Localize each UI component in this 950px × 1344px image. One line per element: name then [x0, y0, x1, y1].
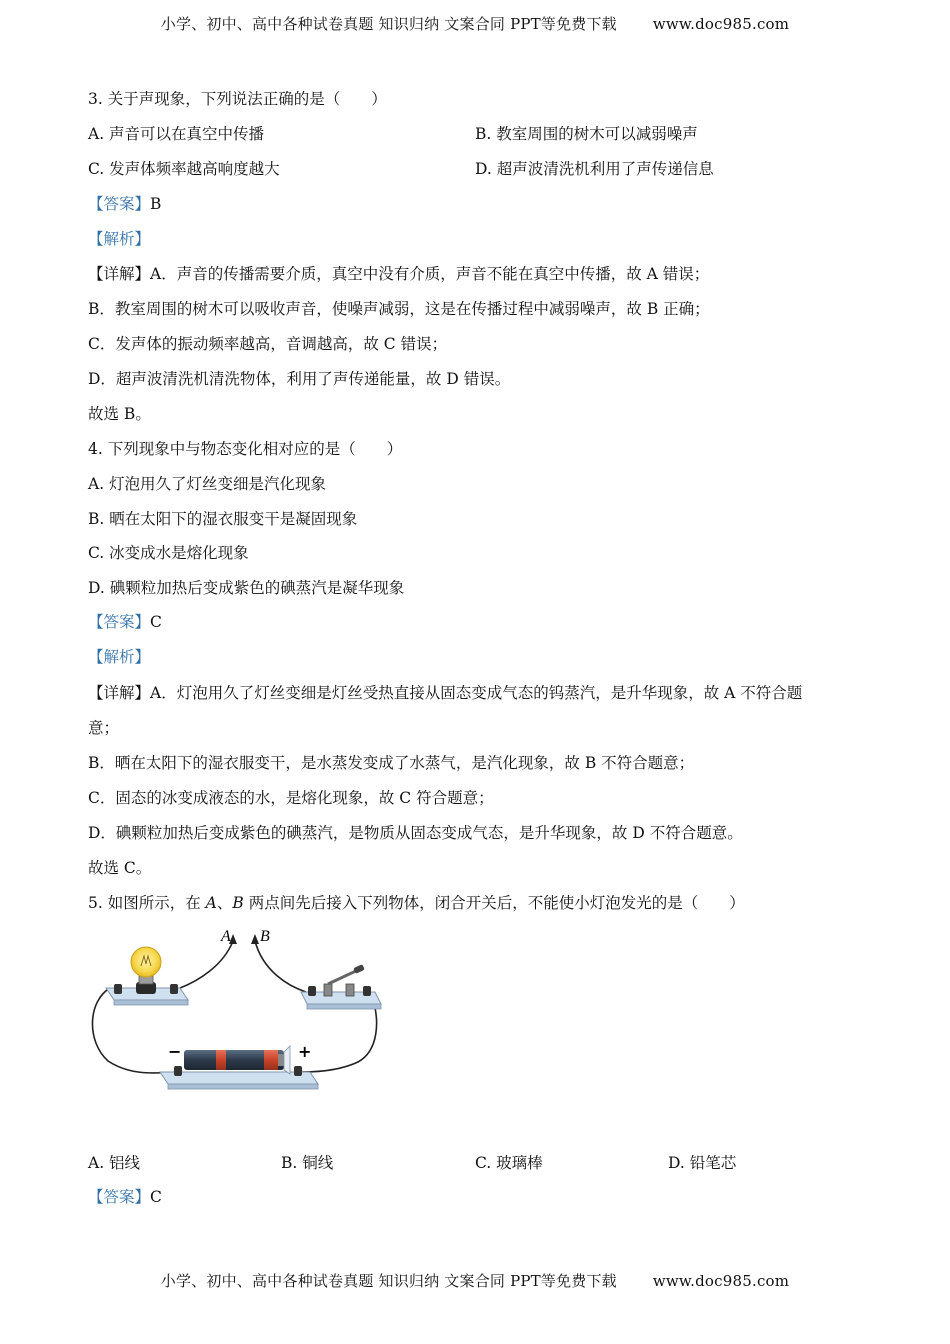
detail-tag: 【详解】	[88, 265, 151, 283]
detail-text: A．灯泡用久了灯丝变细是灯丝受热直接从固态变成气态的钨蒸汽，是升华现象，故 A 不符合题	[150, 684, 803, 702]
terminal-icon	[308, 986, 316, 996]
label-a: A	[221, 928, 231, 945]
q3-detail-1	[88, 263, 709, 285]
terminal-icon	[174, 1066, 182, 1076]
stem-separator: 、	[216, 894, 233, 912]
q3-option-c: C. 发声体频率越高响度越大	[88, 160, 280, 178]
switch-assembly	[301, 964, 381, 1009]
header-slogan: 小学、初中、高中各种试卷真题 知识归纳 文案合同 PPT等免费下载	[160, 15, 617, 33]
label-b: B	[260, 928, 270, 945]
q5-option-b: B. 铜线	[281, 1154, 334, 1172]
q4-detail-3: C．固态的冰变成液态的水，是熔化现象，故 C 符合题意；	[88, 789, 494, 807]
wire-lamp-to-a	[180, 941, 233, 988]
q5-option-a: A. 铝线	[88, 1154, 141, 1172]
q3-detail-3: C．发声体的振动频率越高，音调越高，故 C 错误；	[88, 335, 448, 353]
terminal-icon	[294, 1066, 302, 1076]
header-url[interactable]: www.doc985.com	[652, 15, 790, 33]
plus-sign: +	[298, 1042, 312, 1061]
q3-option-a: A. 声音可以在真空中传播	[88, 125, 265, 143]
q3-stem: 3. 关于声现象，下列说法正确的是（ ）	[88, 90, 387, 108]
detail-text: A．声音的传播需要介质，真空中没有介质，声音不能在真空中传播，故 A 错误；	[150, 265, 710, 283]
q4-analysis-tag: 【解析】	[88, 648, 151, 666]
answer-value: C	[150, 613, 162, 631]
arrow-b-icon	[251, 934, 259, 944]
q4-option-b: B. 晒在太阳下的湿衣服变干是凝固现象	[88, 510, 358, 528]
q4-option-d: D. 碘颗粒加热后变成紫色的碘蒸汽是凝华现象	[88, 579, 405, 597]
q5-option-c: C. 玻璃棒	[475, 1154, 543, 1172]
terminal-icon	[114, 984, 122, 994]
q4-detail-2: B．晒在太阳下的湿衣服变干，是水蒸发变成了水蒸气，是汽化现象，故 B 不符合题意；	[88, 754, 695, 772]
q4-detail-4: D．碘颗粒加热后变成紫色的碘蒸汽，是物质从固态变成气态，是升华现象，故 D 不符合题意。	[88, 824, 743, 842]
q4-answer	[88, 611, 162, 633]
answer-value: B	[150, 195, 162, 213]
q5-answer	[88, 1186, 162, 1208]
q5-option-d: D. 铅笔芯	[668, 1154, 737, 1172]
page-header	[0, 13, 950, 34]
q4-stem: 4. 下列现象中与物态变化相对应的是（ ）	[88, 440, 403, 458]
detail-tag: 【详解】	[88, 684, 151, 702]
answer-tag: 【答案】	[88, 613, 151, 631]
stem-text: 两点间先后接入下列物体，闭合开关后，不能使小灯泡发光的是（ ）	[243, 894, 745, 912]
q3-option-d: D. 超声波清洗机利用了声传递信息	[475, 160, 714, 178]
q3-analysis-tag: 【解析】	[88, 230, 151, 248]
stem-text: 5. 如图所示，在	[88, 894, 206, 912]
q4-detail-1	[88, 682, 802, 704]
q5-stem	[88, 892, 745, 914]
minus-sign: −	[168, 1042, 182, 1061]
battery-assembly	[160, 1042, 318, 1089]
q3-option-b: B. 教室周围的树木可以减弱噪声	[475, 125, 698, 143]
q4-detail-1-cont: 意；	[88, 719, 120, 737]
footer-url[interactable]: www.doc985.com	[652, 1272, 790, 1290]
wire-b-to-switch	[255, 941, 306, 992]
q4-option-c: C. 冰变成水是熔化现象	[88, 544, 249, 562]
switch-lever-icon	[328, 970, 358, 984]
footer-slogan: 小学、初中、高中各种试卷真题 知识归纳 文案合同 PPT等免费下载	[160, 1272, 617, 1290]
q3-detail-2: B．教室周围的树木可以吸收声音，使噪声减弱，这是在传播过程中减弱噪声，故 B 正确；	[88, 300, 710, 318]
point-a: A	[205, 894, 217, 912]
answer-value: C	[150, 1188, 162, 1206]
point-b: B	[232, 894, 244, 912]
q4-option-a: A. 灯泡用久了灯丝变细是汽化现象	[88, 475, 327, 493]
page-footer	[0, 1270, 950, 1291]
q3-detail-4: D．超声波清洗机清洗物体，利用了声传递能量，故 D 错误。	[88, 370, 511, 388]
q4-conclusion: 故选 C。	[88, 859, 152, 877]
terminal-icon	[170, 984, 178, 994]
terminal-icon	[363, 986, 371, 996]
lamp-assembly	[106, 947, 188, 1005]
answer-tag: 【答案】	[88, 1188, 151, 1206]
q3-answer	[88, 193, 161, 215]
answer-tag: 【答案】	[88, 195, 151, 213]
q3-conclusion: 故选 B。	[88, 405, 151, 423]
circuit-diagram	[88, 926, 388, 1096]
